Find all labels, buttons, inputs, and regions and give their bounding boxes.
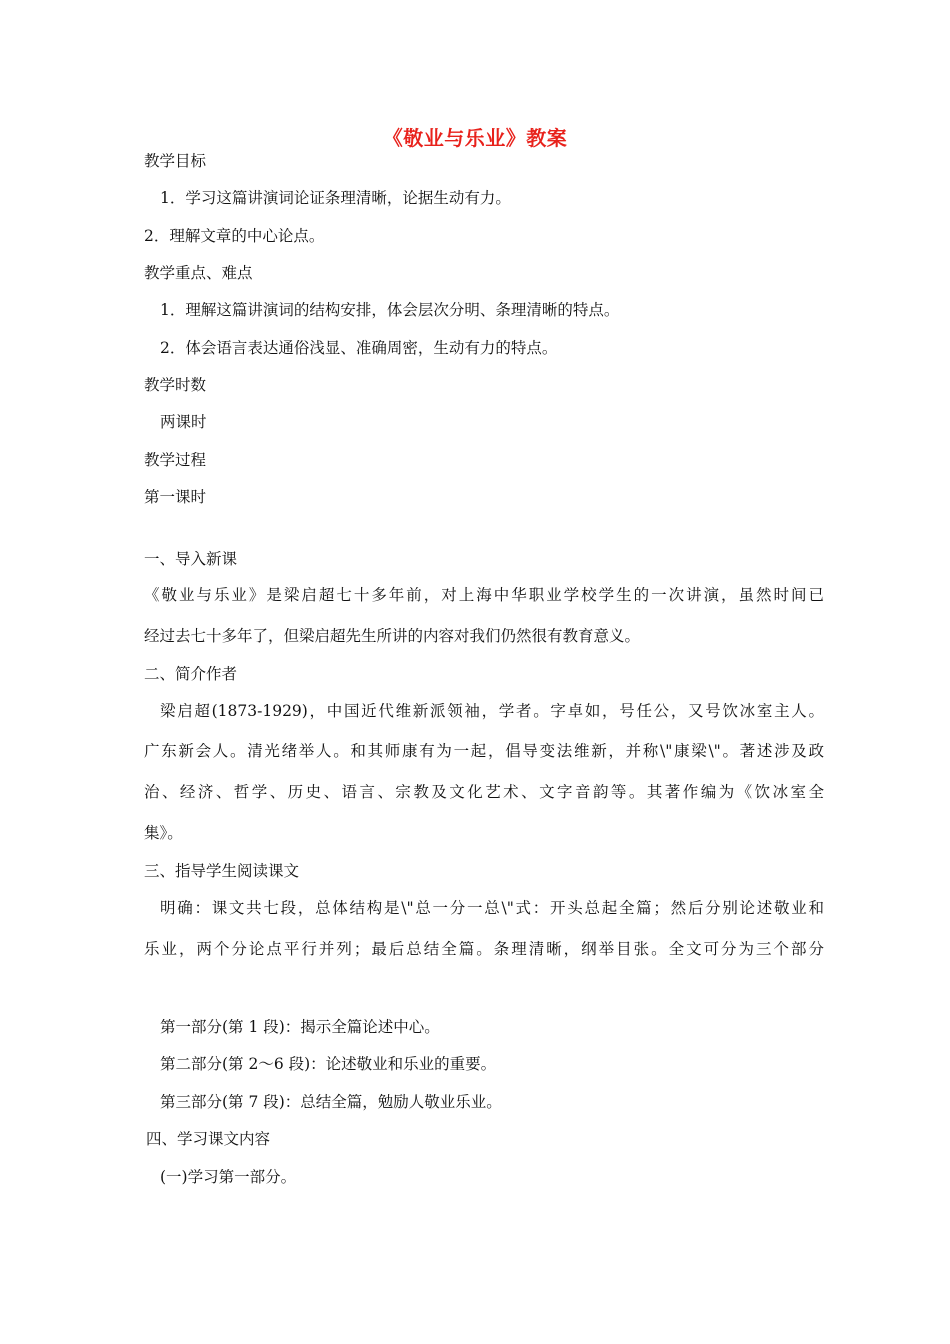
paragraph-line: 经过去七十多年了，但梁启超先生所讲的内容对我们仍然很有教育意义。 — [144, 627, 641, 645]
section-heading-study: 四、学习课文内容 — [146, 1130, 271, 1148]
class-hours-value: 两课时 — [160, 413, 207, 431]
key-point-item-2: 2．体会语言表达通俗浅显、准确周密，生动有力的特点。 — [160, 339, 558, 357]
section-heading-author: 二、简介作者 — [144, 665, 238, 683]
section-heading-intro: 一、导入新课 — [144, 550, 238, 568]
part-item-3: 第三部分(第 7 段)：总结全篇，勉励人敬业乐业。 — [160, 1093, 502, 1111]
paragraph-line: 《敬业与乐业》是梁启超七十多年前，对上海中华职业学校学生的一次讲演，虽然时间已 — [144, 586, 824, 604]
heading-class-hours: 教学时数 — [144, 376, 207, 394]
paragraph-line: 广东新会人。清光绪举人。和其师康有为一起，倡导变法维新，并称\"康梁\"。著述涉及政 — [144, 742, 824, 760]
heading-first-lesson: 第一课时 — [144, 488, 207, 506]
goal-item-2: 2．理解文章的中心论点。 — [144, 227, 325, 245]
subsection-heading: (一)学习第一部分。 — [160, 1168, 297, 1186]
key-point-item-1: 1．理解这篇讲演词的结构安排，体会层次分明、条理清晰的特点。 — [160, 301, 620, 319]
paragraph-line: 乐业，两个分论点平行并列；最后总结全篇。条理清晰，纲举目张。全文可分为三个部分 — [144, 940, 824, 958]
section-heading-reading: 三、指导学生阅读课文 — [144, 862, 300, 880]
goal-item-1: 1．学习这篇讲演词论证条理清晰，论据生动有力。 — [160, 189, 511, 207]
part-item-2: 第二部分(第 2～6 段)：论述敬业和乐业的重要。 — [160, 1055, 497, 1073]
document-title: 《敬业与乐业》教案 — [382, 126, 568, 150]
paragraph-line: 集》。 — [144, 824, 183, 842]
paragraph-line: 梁启超(1873-1929)，中国近代维新派领袖，学者。字卓如，号任公，又号饮冰室主人。 — [160, 702, 824, 720]
heading-key-points: 教学重点、难点 — [144, 264, 253, 282]
paragraph-line: 治、经济、哲学、历史、语言、宗教及文化艺术、文字音韵等。其著作编为《饮冰室全 — [144, 783, 824, 801]
part-item-1: 第一部分(第 1 段)：揭示全篇论述中心。 — [160, 1018, 440, 1036]
heading-teaching-goals: 教学目标 — [144, 152, 207, 170]
heading-teaching-process: 教学过程 — [144, 451, 207, 469]
paragraph-line: 明确：课文共七段，总体结构是\"总一分一总\"式：开头总起全篇；然后分别论述敬业和 — [160, 899, 824, 917]
